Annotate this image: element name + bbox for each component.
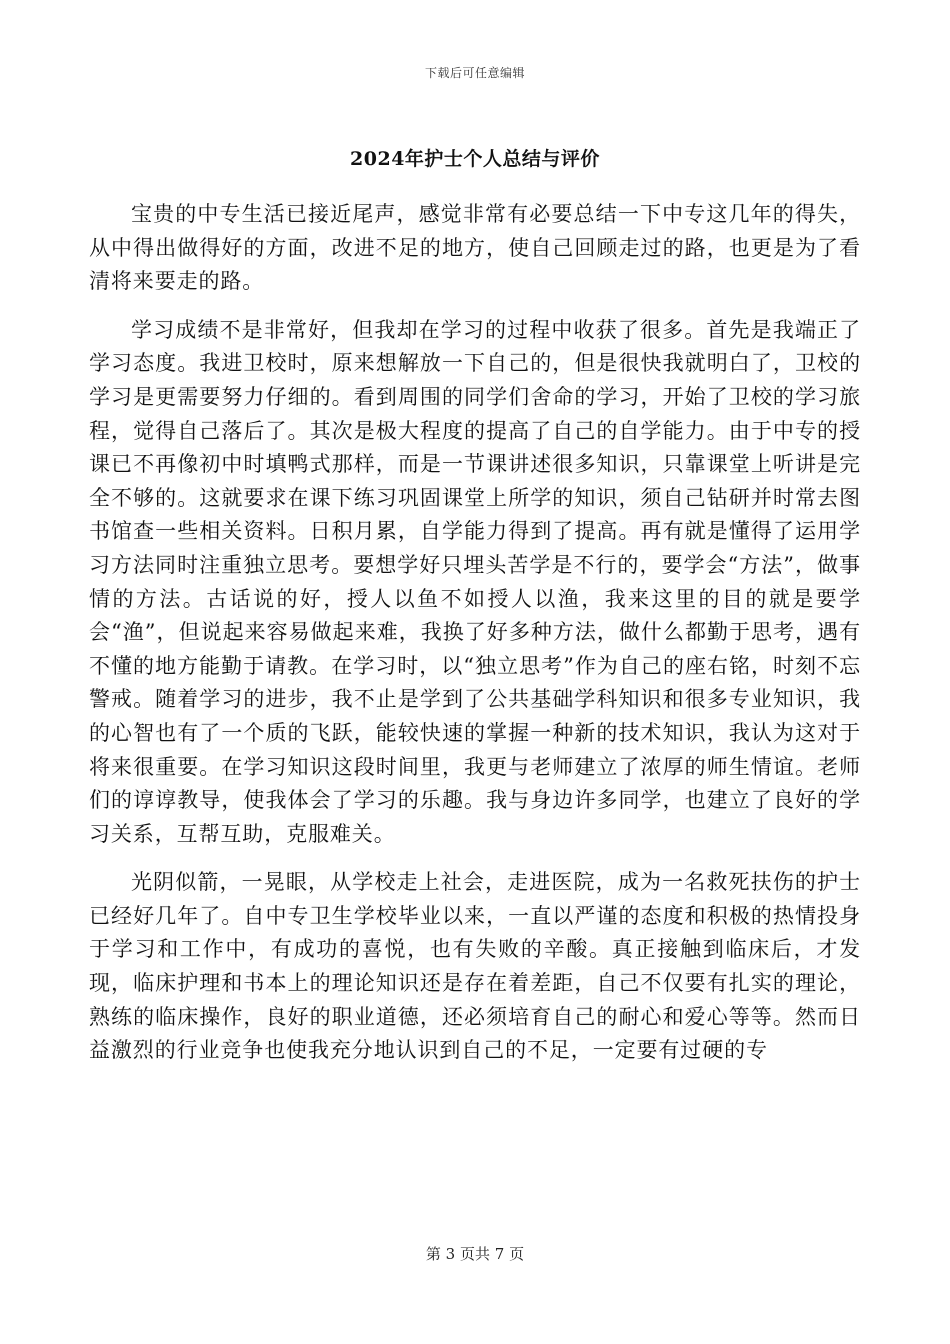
paragraph-work: 光阴似箭，一晃眼，从学校走上社会，走进医院，成为一名救死扶伤的护士已经好几年了。自中专卫生学校毕业以来，一直以严谨的态度和积极的热情投身于学习和工作中，有成功的喜悦，也有失败的辛酸。真正接触到临床后，才发现，临床护理和书本上的理论知识还是存在着差距，自己不仅要有扎实的理论，熟练的临床操作，良好的职业道德，还必须培育自己的耐心和爱心等等。然而日益激烈的行业竞争也使我充分地认识到自己的不足，一定要有过硬的专 xyxy=(89,870,861,1063)
paragraph-study: 学习成绩不是非常好，但我却在学习的过程中收获了很多。首先是我端正了学习态度。我进卫校时，原来想解放一下自己的，但是很快我就明白了，卫校的学习是更需要努力仔细的。看到周围的同学们舍命的学习，开始了卫校的学习旅程，觉得自己落后了。其次是极大程度的提高了自己的自学能力。由于中专的授课已不再像初中时填鸭式那样，而是一节课讲述很多知识，只靠课堂上听讲是完全不够的。这就要求在课下练习巩固课堂上所学的知识，须自己钻研并时常去图书馆查一些相关资料。日积月累，自学能力得到了提高。再有就是懂得了运用学习方法同时注重独立思考。要想学好只埋头苦学是不行的，要学会“方法”，做事情的方法。古话说的好，授人以鱼不如授人以渔，我来这里的目的就是要学会“渔”，但说起来容易做起来难，我换了好多种方法，做什么都勤于思考，遇有不懂的地方能勤于请教。在学习时，以“独立思考”作为自己的座右铭，时刻不忘警戒。随着学习的进步，我不止是学到了公共基础学科知识和很多专业知识，我的心智也有了一个质的飞跃，能较快速的掌握一种新的技术知识，我认为这对于将来很重要。在学习知识这段时间里，我更与老师建立了浓厚的师生情谊。老师们的谆谆教导，使我体会了学习的乐趣。我与身边许多同学，也建立了良好的学习关系，互帮互助，克服难关。 xyxy=(89,317,861,846)
document-title: 2024年护士个人总结与评价 xyxy=(350,148,600,170)
header-note: 下载后可任意编辑 xyxy=(424,66,525,80)
page-number: 第 3 页共 7 页 xyxy=(425,1245,525,1263)
paragraph-intro: 宝贵的中专生活已接近尾声，感觉非常有必要总结一下中专这几年的得失，从中得出做得好的方面，改进不足的地方，使自己回顾走过的路，也更是为了看清将来要走的路。 xyxy=(89,202,861,294)
document-body xyxy=(89,198,861,1068)
